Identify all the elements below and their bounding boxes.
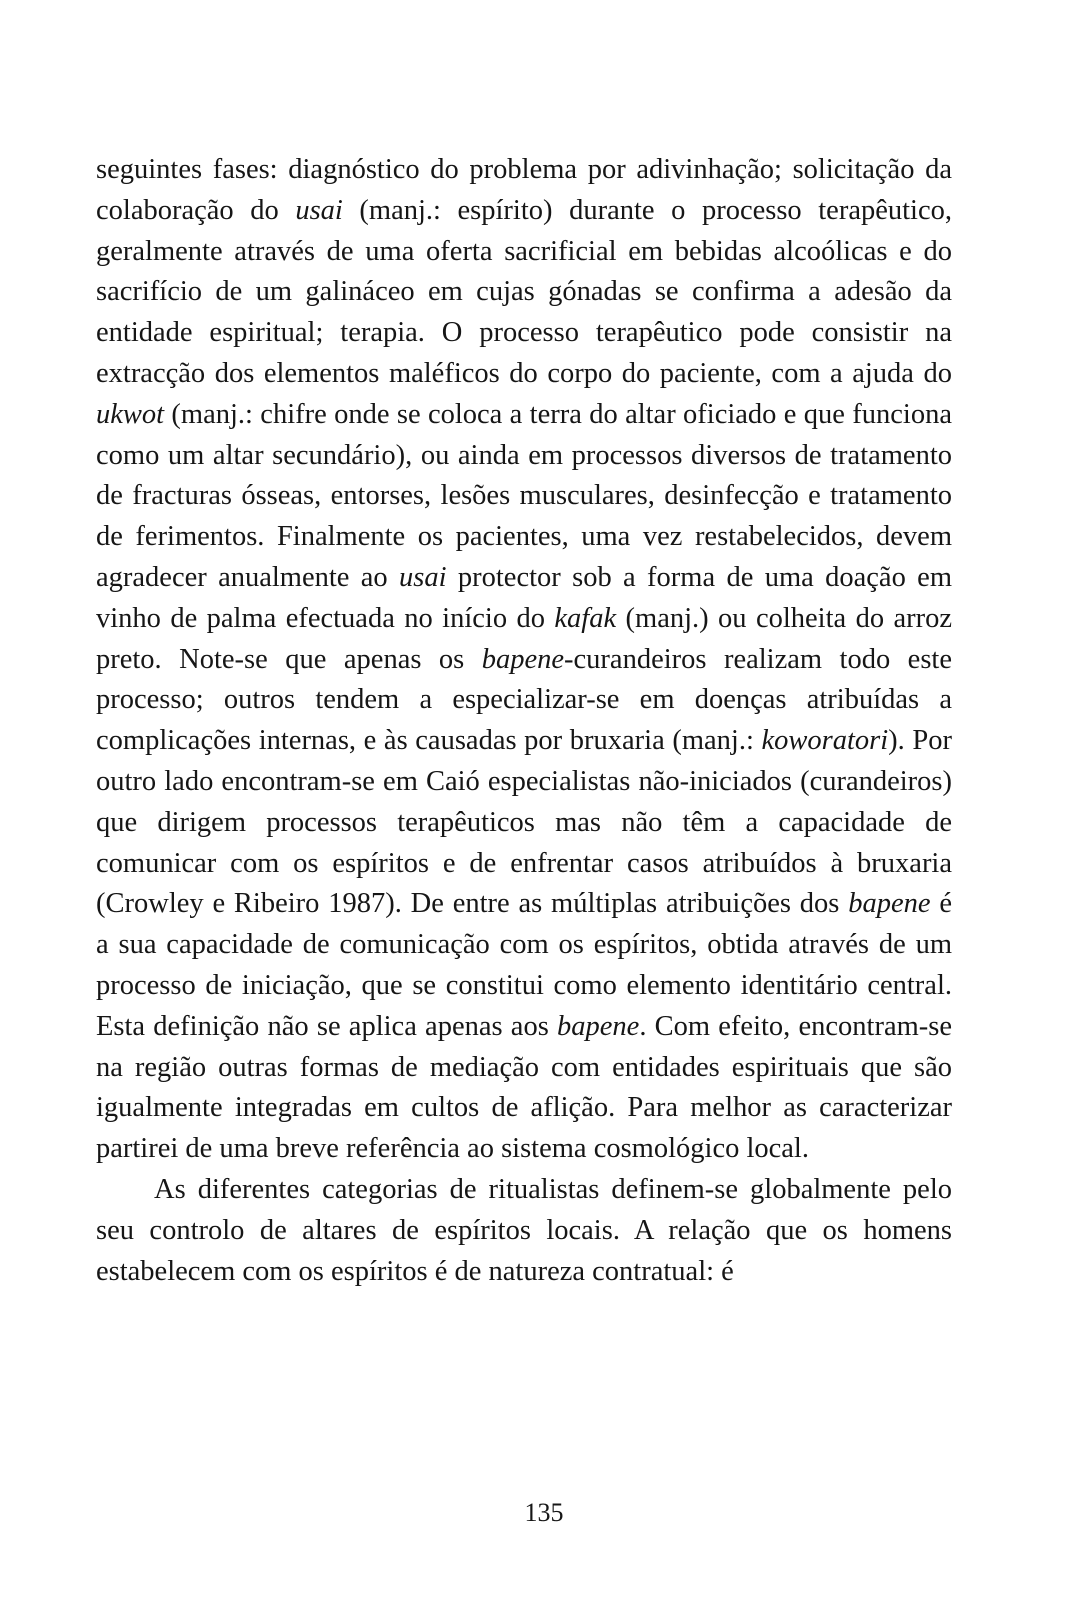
italic-term: koworatori <box>761 725 889 757</box>
italic-term: bapene <box>481 643 565 675</box>
italic-term: bapene <box>848 888 931 920</box>
text-run: -curandeiros realizam todo este processo; outros tendem a especializar-se em doenças atribuídas a complicações internas, e às causadas por bruxaria (manj.: <box>96 643 952 757</box>
text-run: protector sob a forma de uma doação em vinho de palma efectuada no início do <box>96 561 952 634</box>
italic-term: ukwot <box>96 398 165 430</box>
text-run: (manj.: chifre onde se coloca a terra do altar oficiado e que funciona como um altar secundário), ou ainda em processos diversos de tratamento de fracturas ósseas, entorses, lesões musculares, desinfecção e tratamento de ferimentos. Finalmente os pacientes, uma vez restabelecidos, devem agradecer anualmente ao <box>96 398 952 593</box>
paragraph <box>96 1170 952 1292</box>
italic-term: kafak <box>554 602 617 634</box>
text-run: ). Por outro lado encontram-se em Caió especialistas não-iniciados (curandeiros) que dirigem processos terapêuticos mas não têm a capacidade de comunicar com os espíritos e de enfrentar casos atribuídos à bruxaria (Crowley e Ribeiro 1987). De entre as múltiplas atribuições dos <box>96 725 952 920</box>
text-run: As diferentes categorias de ritualistas definem-se globalmente pelo seu controlo de altares de espíritos locais. A relação que os homens estabelecem com os espíritos é de natureza contratual: é <box>96 1173 952 1287</box>
text-run: . Com efeito, encontram-se na região outras formas de mediação com entidades espirituais que são igualmente integradas em cultos de aflição. Para melhor as caracterizar partirei de uma breve referência ao sistema cosmológico local. <box>96 1010 952 1165</box>
paragraph <box>96 150 952 1170</box>
italic-term: usai <box>399 561 447 593</box>
text-run: (manj.) ou colheita do arroz preto. Note-se que apenas os <box>96 602 953 675</box>
page-body <box>96 150 952 1292</box>
text-run: seguintes fases: diagnóstico do problema por adivinhação; solicitação da colaboração do <box>96 154 952 226</box>
text-run: (manj.: espírito) durante o processo terapêutico, geralmente através de uma oferta sacrificial em bebidas alcoólicas e do sacrifício de um galináceo em cujas gónadas se confirma a adesão da entidade espiritual; terapia. O processo terapêutico pode consistir na extracção dos elementos maléficos do corpo do paciente, com a ajuda do <box>96 194 952 389</box>
italic-term: bapene <box>557 1010 640 1042</box>
text-run: é a sua capacidade de comunicação com os espíritos, obtida através de um processo de iniciação, que se constitui como elemento identitário central. Esta definição não se aplica apenas aos <box>96 888 952 1042</box>
italic-term: usai <box>295 194 343 226</box>
page-number: 135 <box>524 1498 564 1527</box>
